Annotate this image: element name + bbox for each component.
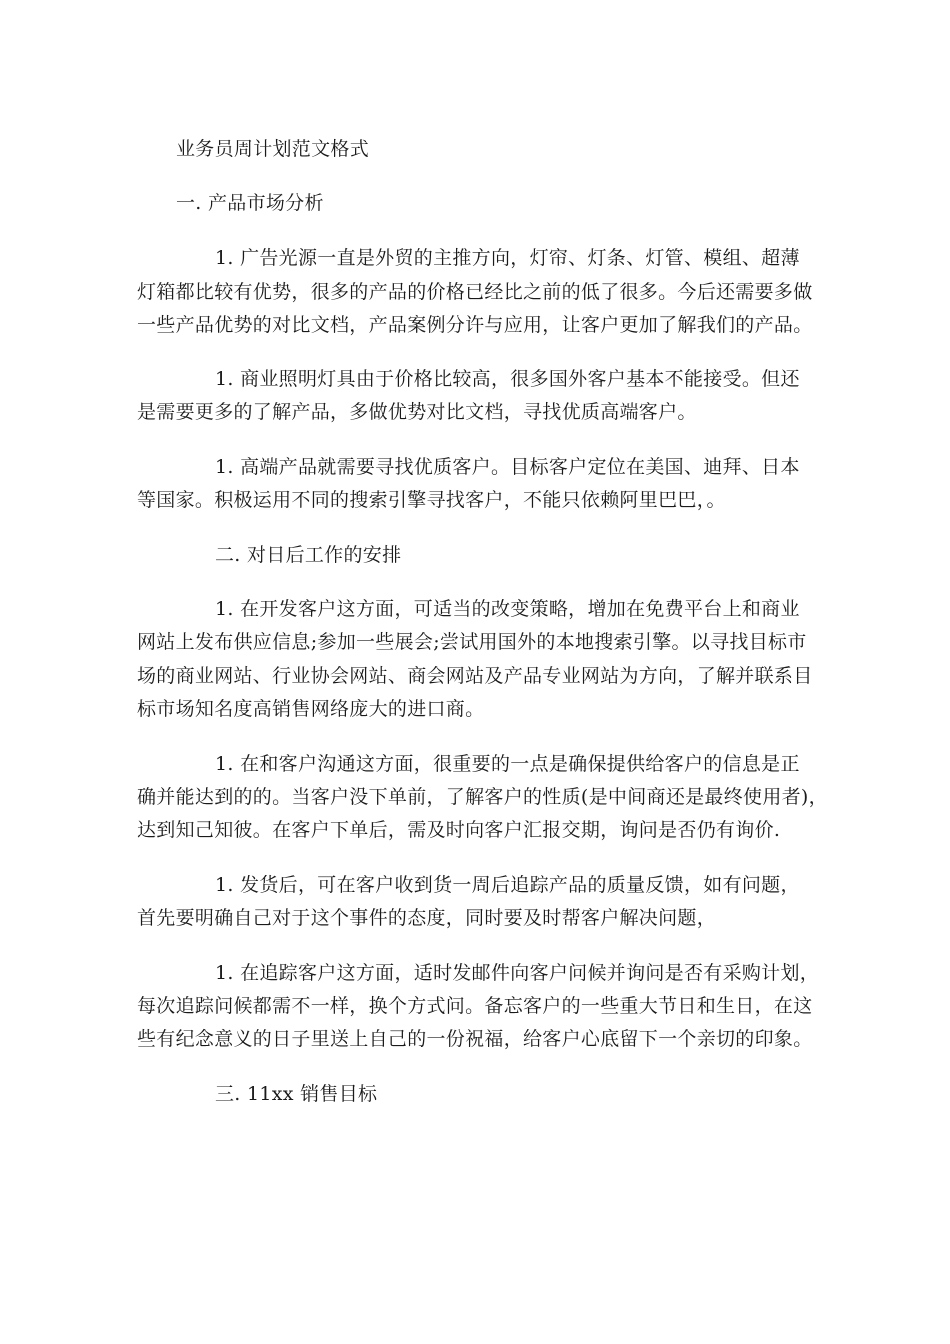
paragraph-line: 1. 商业照明灯具由于价格比较高，很多国外客户基本不能接受。但还 (215, 368, 800, 390)
paragraph-line: 1. 在和客户沟通这方面，很重要的一点是确保提供给客户的信息是正 (215, 753, 800, 775)
section-heading-1: 一. 产品市场分析 (176, 192, 324, 214)
paragraph-line: 1. 在开发客户这方面，可适当的改变策略，增加在免费平台上和商业 (215, 598, 800, 620)
paragraph-line: 灯箱都比较有优势，很多的产品的价格已经比之前的低了很多。今后还需要多做 (137, 281, 813, 303)
section-heading-2: 二. 对日后工作的安排 (215, 544, 402, 566)
paragraph-line: 是需要更多的了解产品，多做优势对比文档，寻找优质高端客户。 (137, 401, 697, 423)
paragraph-line: 首先要明确自己对于这个事件的态度，同时要及时帮客户解决问题， (137, 907, 717, 929)
paragraph-line: 达到知己知彼。在客户下单后，需及时向客户汇报交期，询问是否仍有询价. (137, 819, 781, 841)
paragraph-line: 等国家。积极运用不同的搜索引擎寻找客户，不能只依赖阿里巴巴，。 (137, 489, 726, 511)
paragraph-line: 每次追踪问候都需不一样，换个方式问。备忘客户的一些重大节日和生日，在这 (137, 995, 813, 1017)
paragraph-line: 网站上发布供应信息;参加一些展会;尝试用国外的本地搜索引擎。以寻找目标市 (137, 631, 807, 653)
paragraph-line: 些有纪念意义的日子里送上自己的一份祝福，给客户心底留下一个亲切的印象。 (137, 1028, 813, 1050)
document-title: 业务员周计划范文格式 (176, 138, 370, 160)
section-heading-3: 三. 11xx 销售目标 (215, 1083, 378, 1105)
paragraph-line: 标市场知名度高销售网络庞大的进口商。 (137, 698, 485, 720)
paragraph-line: 场的商业网站、行业协会网站、商会网站及产品专业网站为方向，了解并联系目 (137, 665, 813, 687)
paragraph-line: 一些产品优势的对比文档，产品案例分许与应用，让客户更加了解我们的产品。 (137, 314, 813, 336)
paragraph-line: 确并能达到的的。当客户没下单前，了解客户的性质(是中间商还是最终使用者)， (137, 786, 828, 808)
paragraph-line: 1. 广告光源一直是外贸的主推方向，灯帘、灯条、灯管、模组、超薄 (215, 247, 800, 269)
paragraph-line: 1. 发货后，可在客户收到货一周后追踪产品的质量反馈，如有问题， (215, 874, 800, 896)
paragraph-line: 1. 在追踪客户这方面，适时发邮件向客户问候并询问是否有采购计划， (215, 962, 820, 984)
paragraph-line: 1. 高端产品就需要寻找优质客户。目标客户定位在美国、迪拜、日本 (215, 456, 800, 478)
